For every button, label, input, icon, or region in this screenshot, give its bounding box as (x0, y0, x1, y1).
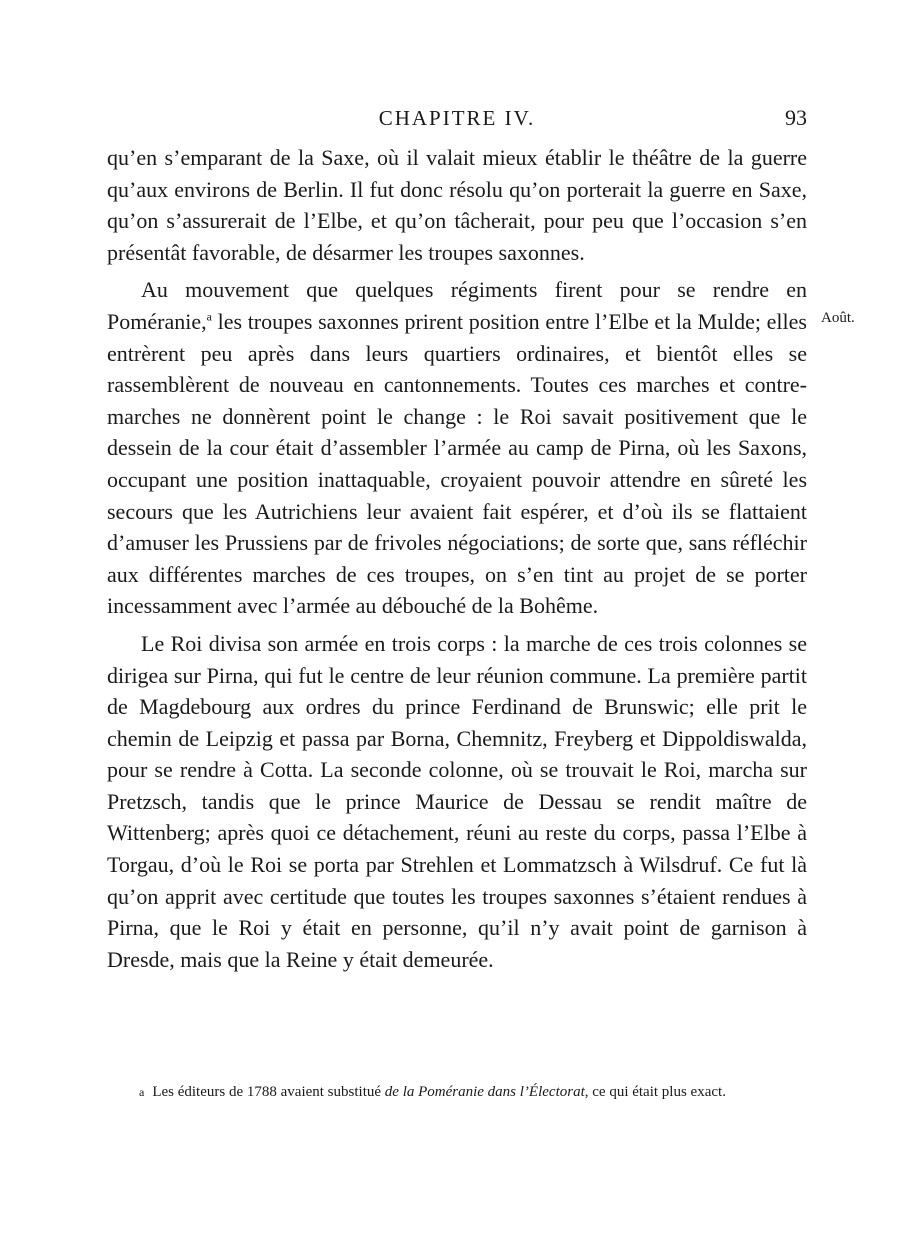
page-number: 93 (785, 105, 807, 130)
footnote-reference[interactable]: a (206, 309, 212, 324)
margin-note-date: Août. (821, 310, 855, 326)
footnote-text-after: , ce qui était plus exact. (584, 1084, 726, 1100)
paragraph-3: Le Roi divisa son armée en trois corps : la marche de ces trois colonnes se dirigea sur Pirna, qui fut le centre de leur réunion commune. La première partit de Magdebourg aux ordres du prince Ferdinand de Brunswic; elle prit le chemin de Leipzig et passa par Borna, Chemnitz, Freyberg et Dippoldiswalda, pour se rendre à Cotta. La seconde colonne, où se trouvait le Roi, marcha sur Pretzsch, tandis que le prince Maurice de Dessau se rendit maître de Wittenberg; après quoi ce détachement, réuni au reste du corps, passa l’Elbe à Torgau, d’où le Roi se porta par Strehlen et Lommatzsch à Wilsdruf. Ce fut là qu’on apprit avec certitude que toutes les troupes saxonnes s’étaient rendues à Pirna, que le Roi y était en personne, qu’il n’y avait point de garnison à Dresde, mais que la Reine y était demeurée. (107, 630, 807, 972)
body-text (107, 142, 807, 981)
paragraph-1: qu’en s’emparant de la Saxe, où il valait mieux établir le théâtre de la guerre qu’aux environs de Berlin. Il fut donc résolu qu’on porterait la guerre en Saxe, qu’on s’assurerait de l’Elbe, et qu’on tâcherait, pour peu que l’occasion s’en présentât favorable, de désarmer les troupes saxonnes. (107, 145, 807, 265)
footnote-text-italic: de la Poméranie dans l’Électorat (384, 1084, 585, 1100)
paragraph-2-before: Au mouvement que quelques régiments firent pour se rendre en Poméranie, (107, 277, 807, 334)
paragraph-2 (107, 274, 807, 622)
footnote-text-before: Les éditeurs de 1788 avaient substitué (152, 1084, 385, 1100)
footnote (107, 1080, 807, 1104)
paragraph-2-after: les troupes saxonnes prirent position entre l’Elbe et la Mulde; elles entrèrent peu après dans leurs quartiers ordinaires, et bientôt elles se rassemblèrent de nouveau en cantonnements. Toutes ces marches et contre-marches ne donnèrent point le change : le Roi savait positivement que le dessein de la cour était d’assembler l’armée au camp de Pirna, où les Saxons, occupant une position inattaquable, croyaient pouvoir attendre en sûreté les secours que les Autrichiens leur avaient fait espérer, et d’où ils se flattaient d’amuser les Prussiens par de frivoles négociations; de sorte que, sans réfléchir aux différentes marches de ces troupes, on s’en tint au projet de se porter incessamment avec l’armée au débouché de la Bohême. (107, 308, 807, 619)
footnote-mark: a (139, 1085, 145, 1099)
page-header (107, 100, 807, 136)
running-title: CHAPITRE IV. (378, 106, 536, 130)
